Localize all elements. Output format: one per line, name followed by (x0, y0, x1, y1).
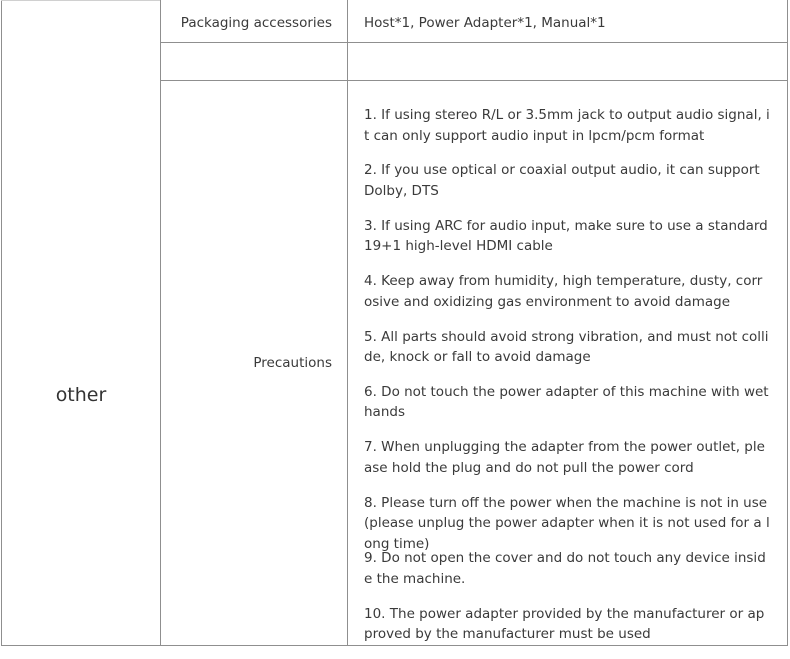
precaution-item: 10. The power adapter provided by the manufacturer or approved by the manufacturer must be used (364, 605, 765, 643)
row-divider-2 (160, 80, 788, 81)
category-label: other (55, 384, 107, 406)
table-border-left (1, 0, 2, 646)
table-border-right (787, 0, 788, 646)
precaution-item: 1. If using stereo R/L or 3.5mm jack to output audio signal, it can only support audio input in lpcm/pcm format (364, 107, 770, 144)
row-divider-top (1, 0, 160, 1)
precaution-item: 3. If using ARC for audio input, make sure to use a standard 19+1 high-level HDMI cable (364, 217, 768, 255)
category-cell (2, 370, 160, 420)
precaution-item: 5. All parts should avoid strong vibration, and must not collide, knock or fall to avoid damage (364, 328, 769, 366)
precaution-item: 6. Do not touch the power adapter of this machine with wet hands (364, 383, 769, 421)
precaution-item: 8. Please turn off the power when the machine is not in use (please unplug the power adapter when it is not used for a long time) (364, 494, 770, 552)
packaging-accessories-value: Host*1, Power Adapter*1, Manual*1 (364, 15, 606, 31)
precaution-item: 4. Keep away from humidity, high temperature, dusty, corrosive and oxidizing gas environment to avoid damage (364, 273, 763, 310)
precaution-item: 7. When unplugging the adapter from the power outlet, please hold the plug and do not pull the power cord (364, 439, 765, 476)
row-divider-1 (160, 42, 788, 43)
precautions-label: Precautions (253, 355, 332, 371)
column-divider-2 (347, 0, 348, 646)
precaution-item: 2. If you use optical or coaxial output audio, it can support Dolby, DTS (364, 162, 760, 199)
column-divider-1 (160, 0, 161, 646)
precautions-list (364, 105, 770, 659)
precaution-item: 9. Do not open the cover and do not touch any device inside the machine. (364, 550, 766, 587)
packaging-accessories-label: Packaging accessories (180, 15, 332, 31)
